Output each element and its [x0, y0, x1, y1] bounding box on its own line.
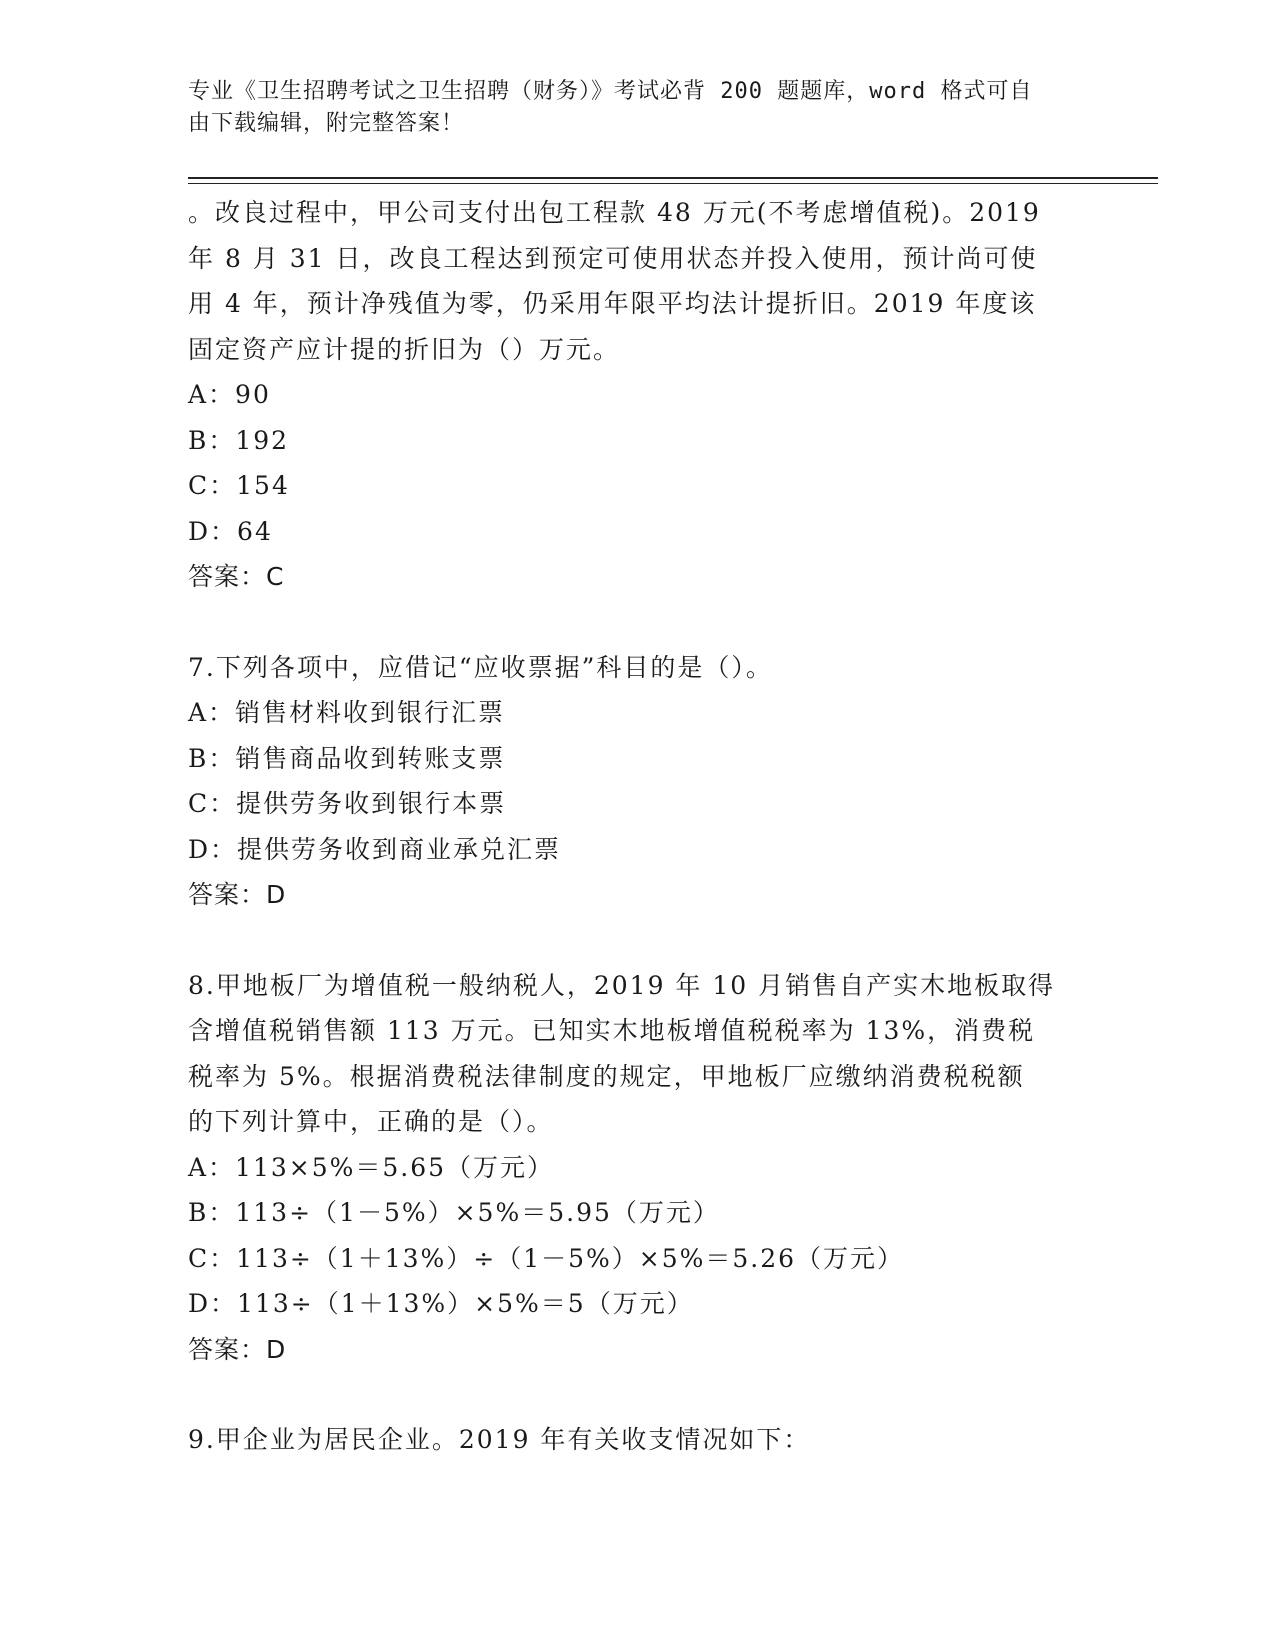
- spacer: [188, 600, 1088, 645]
- question-7-option-a: A：销售材料收到银行汇票: [188, 698, 506, 727]
- document-body: [188, 190, 1088, 1463]
- question-9-stem-line: 9.甲企业为居民企业。2019 年有关收支情况如下：: [188, 1425, 811, 1454]
- question-7: [188, 645, 1088, 918]
- header-divider-thick: [188, 177, 1158, 179]
- document-header: [188, 76, 1068, 140]
- question-6-answer: 答案：C: [188, 562, 285, 591]
- question-7-option-d: D：提供劳务收到商业承兑汇票: [188, 834, 562, 864]
- question-8-option-b: B：113÷（1－5%）×5%＝5.95（万元）: [188, 1198, 720, 1227]
- question-8-stem-line: 8.甲地板厂为增值税一般纳税人，2019 年 10 月销售自产实木地板取得: [188, 970, 1056, 1000]
- header-divider-thin: [188, 183, 1158, 184]
- question-6-stem-line: 。改良过程中，甲公司支付出包工程款 48 万元(不考虑增值税)。2019: [188, 198, 1041, 227]
- question-8-option-a: A：113×5%＝5.65（万元）: [188, 1152, 555, 1182]
- question-6-stem-line: 用 4 年，预计净残值为零，仍采用年限平均法计提折旧。2019 年度该: [188, 289, 1037, 318]
- question-9: [188, 1417, 1088, 1463]
- question-6-option-c: C：154: [188, 471, 290, 500]
- question-8-stem-line: 的下列计算中，正确的是（）。: [188, 1107, 554, 1136]
- question-6: [188, 190, 1088, 600]
- spacer: [188, 918, 1088, 963]
- question-8-stem-line: 税率为 5%。根据消费税法律制度的规定，甲地板厂应缴纳消费税税额: [188, 1061, 1025, 1091]
- question-7-option-c: C：提供劳务收到银行本票: [188, 789, 507, 818]
- question-7-stem-line: 7.下列各项中，应借记“应收票据”科目的是（）。: [188, 652, 773, 682]
- header-line-2: 由下载编辑，附完整答案！: [188, 111, 465, 136]
- question-7-answer: 答案：D: [188, 880, 287, 909]
- question-8-option-c: C：113÷（1＋13%）÷（1－5%）×5%＝5.26（万元）: [188, 1243, 905, 1273]
- header-line-1: 专业《卫生招聘考试之卫生招聘（财务）》考试必背 200 题题库，word 格式可自: [188, 79, 1033, 104]
- question-8: [188, 963, 1088, 1373]
- question-6-option-a: A：90: [188, 380, 271, 409]
- question-8-option-d: D：113÷（1＋13%）×5%＝5（万元）: [188, 1289, 694, 1318]
- question-6-stem-line: 固定资产应计提的折旧为（）万元。: [188, 334, 621, 364]
- question-6-stem-line: 年 8 月 31 日，改良工程达到预定可使用状态并投入使用，预计尚可使: [188, 243, 1038, 273]
- question-8-answer: 答案：D: [188, 1334, 287, 1364]
- question-8-stem-line: 含增值税销售额 113 万元。已知实木地板增值税税率为 13%，消费税: [188, 1016, 1036, 1045]
- question-6-option-d: D：64: [188, 516, 273, 546]
- question-7-option-b: B：销售商品收到转账支票: [188, 743, 506, 773]
- spacer: [188, 1372, 1088, 1417]
- question-6-option-b: B：192: [188, 425, 290, 455]
